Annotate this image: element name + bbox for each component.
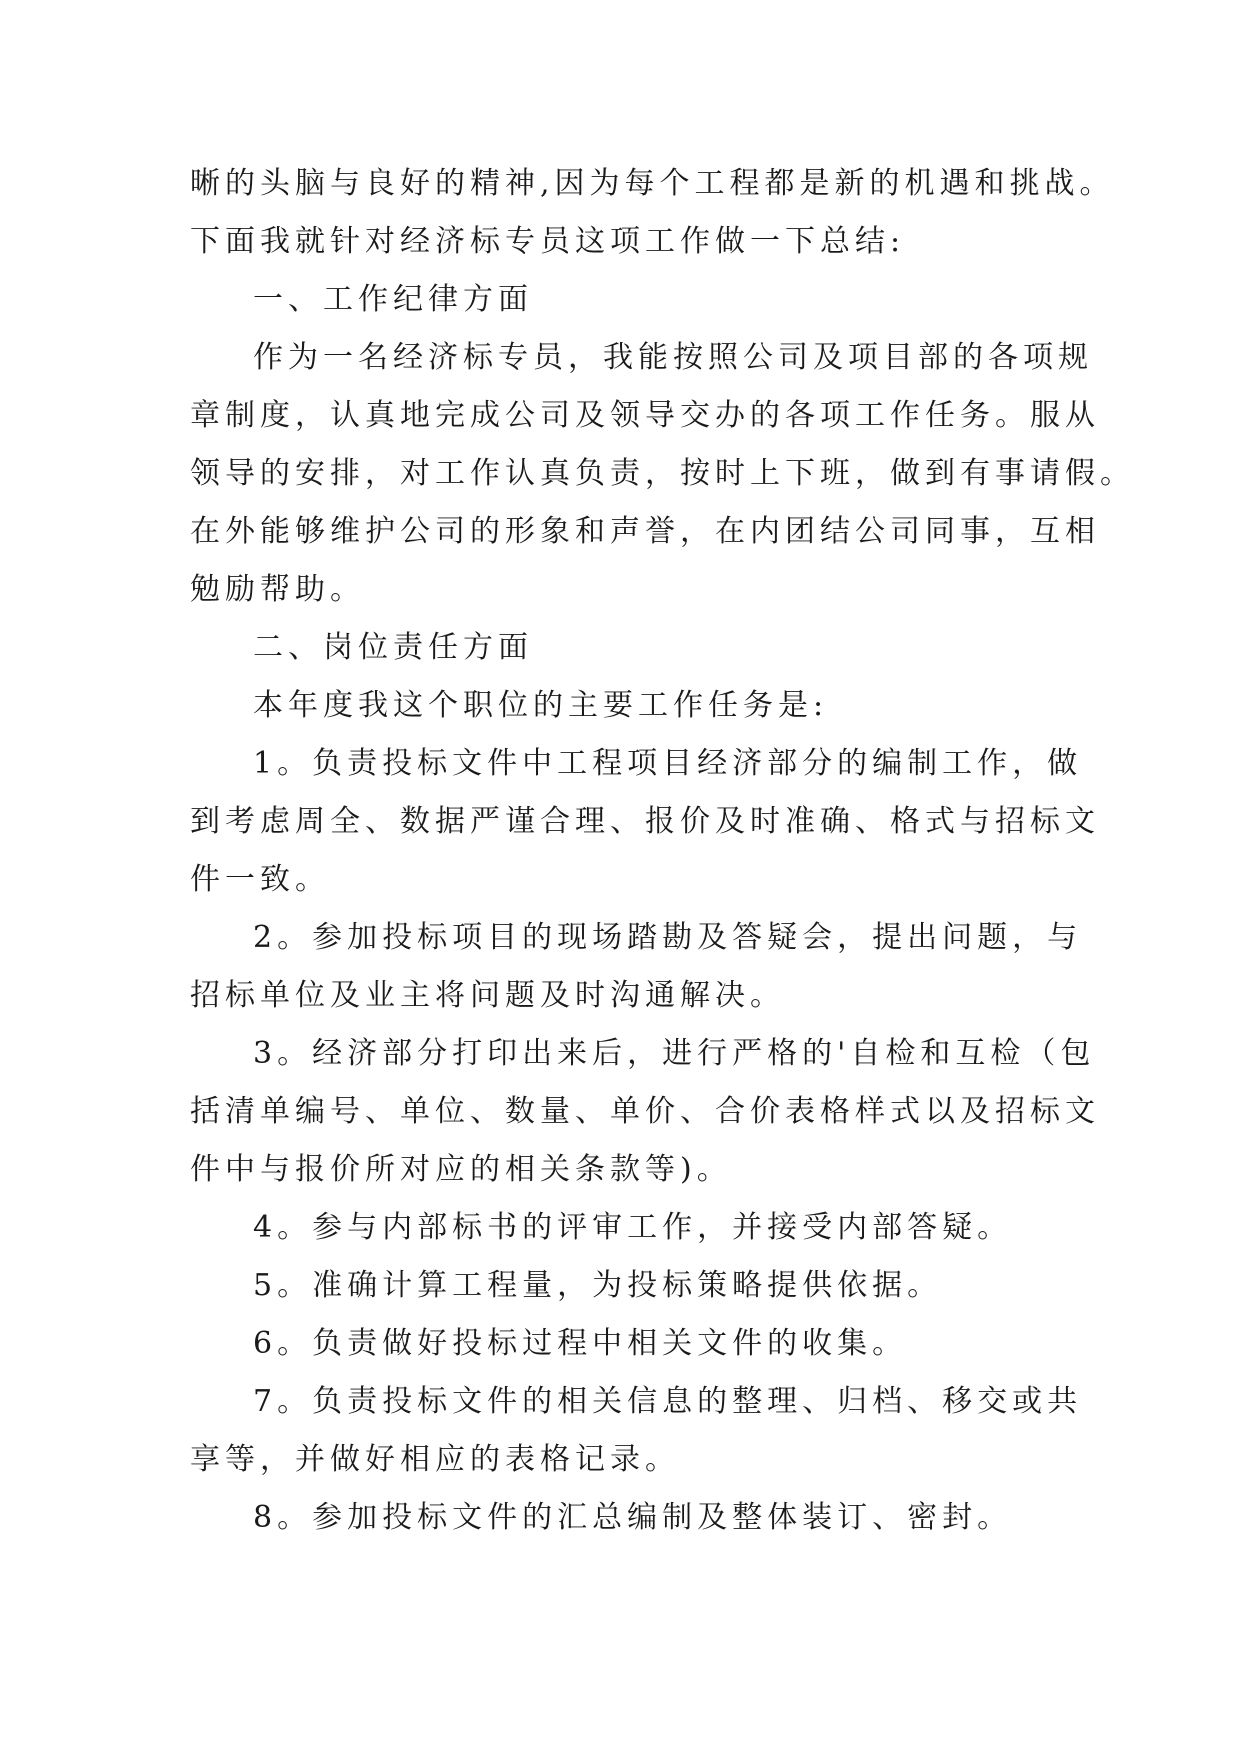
- text-line: 晰的头脑与良好的精神,因为每个工程都是新的机遇和挑战。: [190, 166, 1115, 201]
- text-line: 领导的安排，对工作认真负责，按时上下班，做到有事请假。: [190, 456, 1135, 491]
- text-line: 作为一名经济标专员，我能按照公司及项目部的各项规: [253, 340, 1093, 375]
- text-line: 二、岗位责任方面: [253, 630, 533, 665]
- text-line: 括清单编号、单位、数量、单价、合价表格样式以及招标文: [190, 1094, 1100, 1129]
- text-line: 7。负责投标文件的相关信息的整理、归档、移交或共: [253, 1384, 1083, 1419]
- text-line: 5。准确计算工程量，为投标策略提供依据。: [253, 1268, 943, 1303]
- text-line: 1。负责投标文件中工程项目经济部分的编制工作，做: [253, 746, 1083, 781]
- text-line: 勉励帮助。: [190, 572, 365, 607]
- text-line: 6。负责做好投标过程中相关文件的收集。: [253, 1326, 908, 1361]
- text-line: 享等，并做好相应的表格记录。: [190, 1442, 680, 1477]
- text-line: 到考虑周全、数据严谨合理、报价及时准确、格式与招标文: [190, 804, 1100, 839]
- text-line: 件中与报价所对应的相关条款等)。: [190, 1152, 732, 1187]
- text-line: 2。参加投标项目的现场踏勘及答疑会，提出问题，与: [253, 920, 1083, 955]
- text-line: 4。参与内部标书的评审工作，并接受内部答疑。: [253, 1210, 1013, 1245]
- text-line: 招标单位及业主将问题及时沟通解决。: [190, 978, 785, 1013]
- text-line: 一、工作纪律方面: [253, 282, 533, 317]
- text-line: 下面我就针对经济标专员这项工作做一下总结:: [190, 224, 906, 259]
- text-line: 本年度我这个职位的主要工作任务是:: [253, 688, 829, 723]
- text-line: 章制度，认真地完成公司及领导交办的各项工作任务。服从: [190, 398, 1100, 433]
- text-line: 3。经济部分打印出来后，进行严格的'自检和互检（包: [253, 1036, 1096, 1071]
- text-line: 在外能够维护公司的形象和声誉，在内团结公司同事，互相: [190, 514, 1100, 549]
- text-line: 8。参加投标文件的汇总编制及整体装订、密封。: [253, 1500, 1013, 1535]
- text-line: 件一致。: [190, 862, 330, 897]
- body-text: [190, 155, 1135, 1547]
